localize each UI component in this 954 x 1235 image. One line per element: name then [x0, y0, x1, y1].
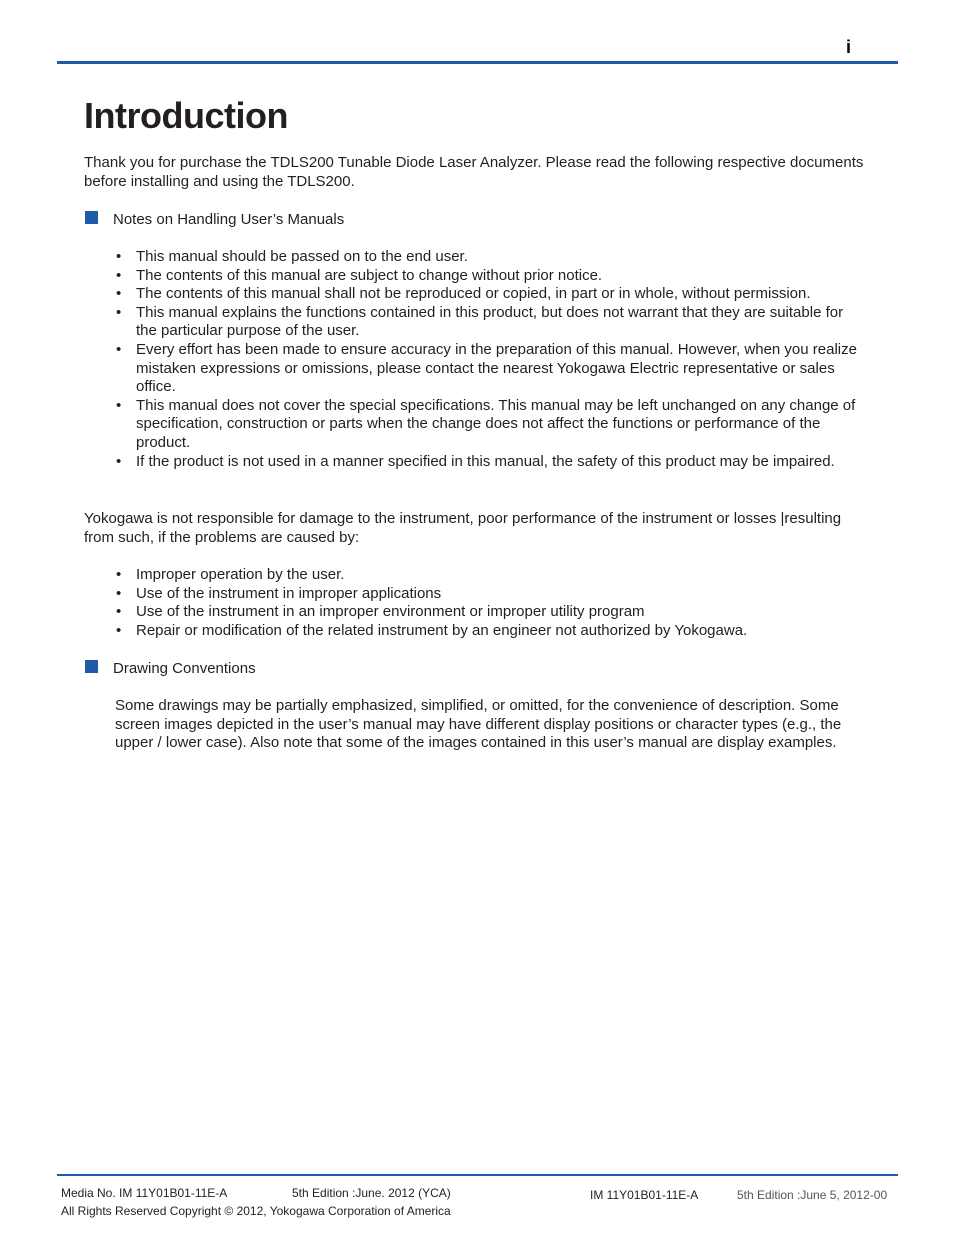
list-item: • The contents of this manual shall not be reproduced or copied, in part or in whole, without permission. [116, 285, 811, 303]
section-heading-label: Drawing Conventions [113, 660, 256, 677]
list-item: • This manual explains the functions contained in this product, but does not warrant that they are suitable for the particular purpose of the user. [116, 303, 844, 340]
header-rule [57, 61, 898, 64]
list-item: • The contents of this manual are subject to change without prior notice. [116, 266, 603, 284]
footer-doc-id: IM 11Y01B01-11E-A [590, 1188, 699, 1202]
section-heading-label: Notes on Handling User’s Manuals [113, 211, 345, 228]
list-item: • Every effort has been made to ensure accuracy in the preparation of this manual. However, when you realize mistaken expressions or omissions, please contact the nearest Yokogawa Electric representative or sales office. [116, 340, 857, 396]
list-item: • If the product is not used in a manner specified in this manual, the safety of this product may be impaired. [116, 452, 835, 470]
intro-paragraph: Thank you for purchase the TDLS200 Tunable Diode Laser Analyzer. Please read the following respective documents before installing and using the TDLS200. [84, 154, 864, 190]
list-item: • Use of the instrument in an improper environment or improper utility program [116, 603, 645, 621]
list-item: • This manual does not cover the special specifications. This manual may be left unchanged on any change of specification, construction or parts when the change does not affect the functions or performance of the product. [116, 396, 856, 451]
page-number: i [846, 37, 852, 57]
list-item: • Use of the instrument in improper applications [116, 584, 442, 602]
drawing-conventions-paragraph: Some drawings may be partially emphasized, simplified, or omitted, for the convenience of description. Some screen images depicted in the user’s manual may have different display positions or character types (e.g., the upper / lower case). Also note that some of the images contained in this user’s manual are display examples. [115, 697, 842, 752]
causes-list [116, 566, 866, 640]
list-item: • This manual should be passed on to the end user. [116, 248, 468, 265]
footer-rule [57, 1174, 898, 1176]
list-item: • Repair or modification of the related instrument by an engineer not authorized by Yokogawa. [116, 621, 748, 639]
footer-copyright: All Rights Reserved Copyright © 2012, Yokogawa Corporation of America [61, 1204, 451, 1218]
section-square-icon [85, 211, 98, 224]
footer-edition-left: 5th Edition :June. 2012 (YCA) [292, 1186, 451, 1200]
manual-notes-list [116, 248, 866, 471]
footer-edition-right: 5th Edition :June 5, 2012-00 [737, 1188, 888, 1202]
list-item: • Improper operation by the user. [116, 566, 345, 583]
page-title: Introduction [84, 95, 288, 136]
section-square-icon [85, 660, 98, 673]
footer-media-number: Media No. IM 11Y01B01-11E-A [61, 1186, 228, 1200]
liability-paragraph: Yokogawa is not responsible for damage to the instrument, poor performance of the instrument or losses |resulting from such, if the problems are caused by: [84, 510, 842, 546]
